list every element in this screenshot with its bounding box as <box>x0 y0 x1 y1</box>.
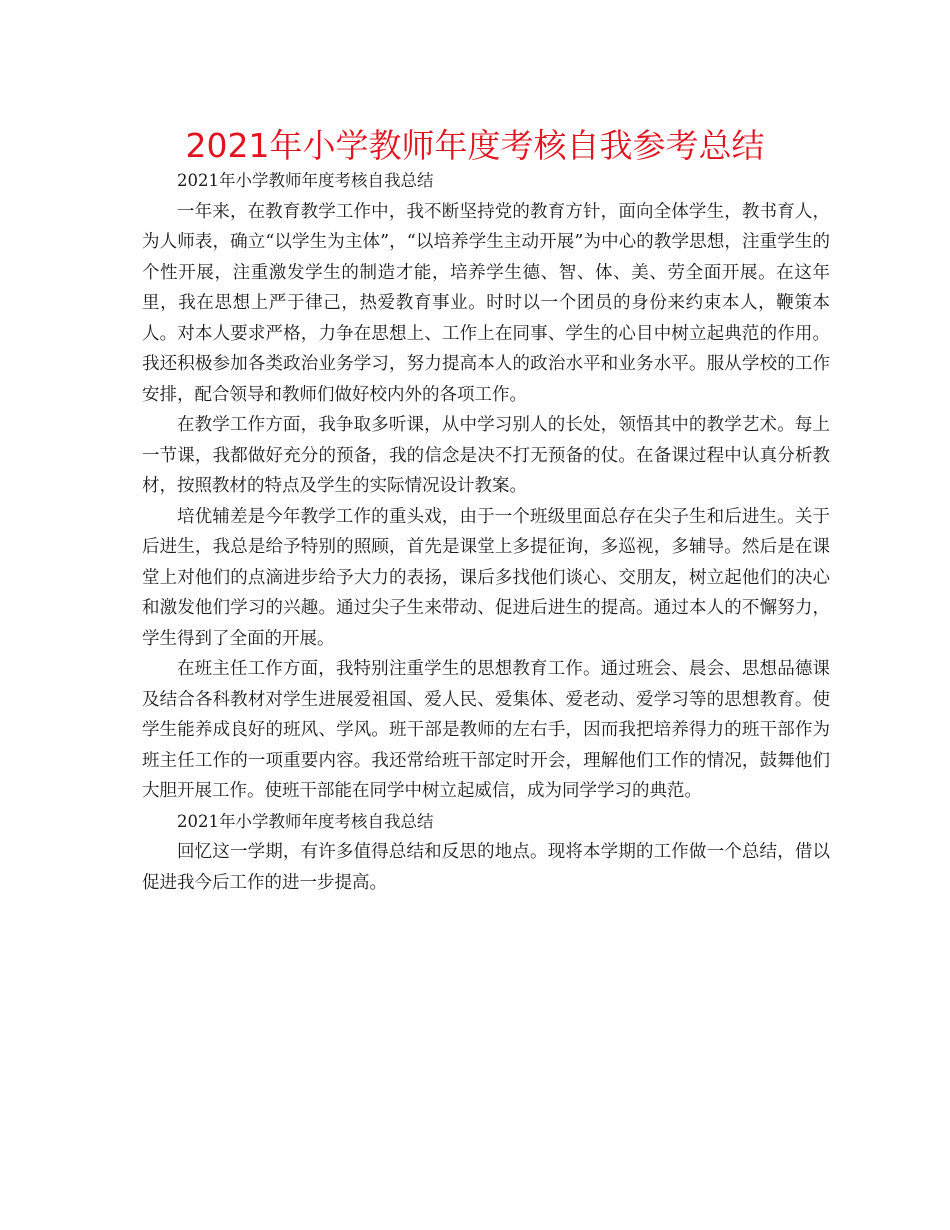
paragraph: 在教学工作方面，我争取多听课，从中学习别人的长处，领悟其中的教学艺术。每上一节课，我都做好充分的预备，我的信念是决不打无预备的仗。在备课过程中认真分析教材，按照教材的特点及学生的实际情况设计教案。 <box>142 415 830 496</box>
paragraph: 回忆这一学期，有许多值得总结和反思的地点。现将本学期的工作做一个总结，借以促进我今后工作的进一步提高。 <box>142 842 830 893</box>
paragraph: 培优辅差是今年教学工作的重头戏，由于一个班级里面总存在尖子生和后进生。关于后进生，我总是给予特别的照顾，首先是课堂上多提征询，多巡视，多辅导。然后是在课堂上对他们的点滴进步给予大力的表扬，课后多找他们谈心、交朋友，树立起他们的决心和激发他们学习的兴趣。通过尖子生来带动、促进后进生的提高。通过本人的不懈努力，学生得到了全面的开展。 <box>142 506 830 649</box>
section-subheading: 2021年小学教师年度考核自我总结 <box>177 811 434 831</box>
paragraph: 一年来，在教育教学工作中，我不断坚持党的教育方针，面向全体学生，教书育人，为人师表，确立“以学生为主体”，“以培养学生主动开展”为中心的教学思想，注重学生的个性开展，注重激发学生的制造才能，培养学生德、智、体、美、劳全面开展。在这年里，我在思想上严于律己，热爱教育事业。时时以一个团员的身份来约束本人，鞭策本人。对本人要求严格，力争在思想上、工作上在同事、学生的心目中树立起典范的作用。我还积极参加各类政治业务学习，努力提高本人的政治水平和业务水平。服从学校的工作安排，配合领导和教师们做好校内外的各项工作。 <box>142 201 830 405</box>
section-subheading: 2021年小学教师年度考核自我总结 <box>177 171 434 190</box>
document-title: 2021年小学教师年度考核自我参考总结 <box>185 126 765 165</box>
paragraph: 在班主任工作方面，我特别注重学生的思想教育工作。通过班会、晨会、思想品德课及结合各科教材对学生进展爱祖国、爱人民、爱集体、爱老动、爱学习等的思想教育。使学生能养成良好的班风、学风。班干部是教师的左右手，因而我把培养得力的班干部作为班主任工作的一项重要内容。我还常给班干部定时开会，理解他们工作的情况，鼓舞他们大胆开展工作。使班干部能在同学中树立起威信，成为同学学习的典范。 <box>142 659 830 801</box>
document-body <box>142 166 830 898</box>
